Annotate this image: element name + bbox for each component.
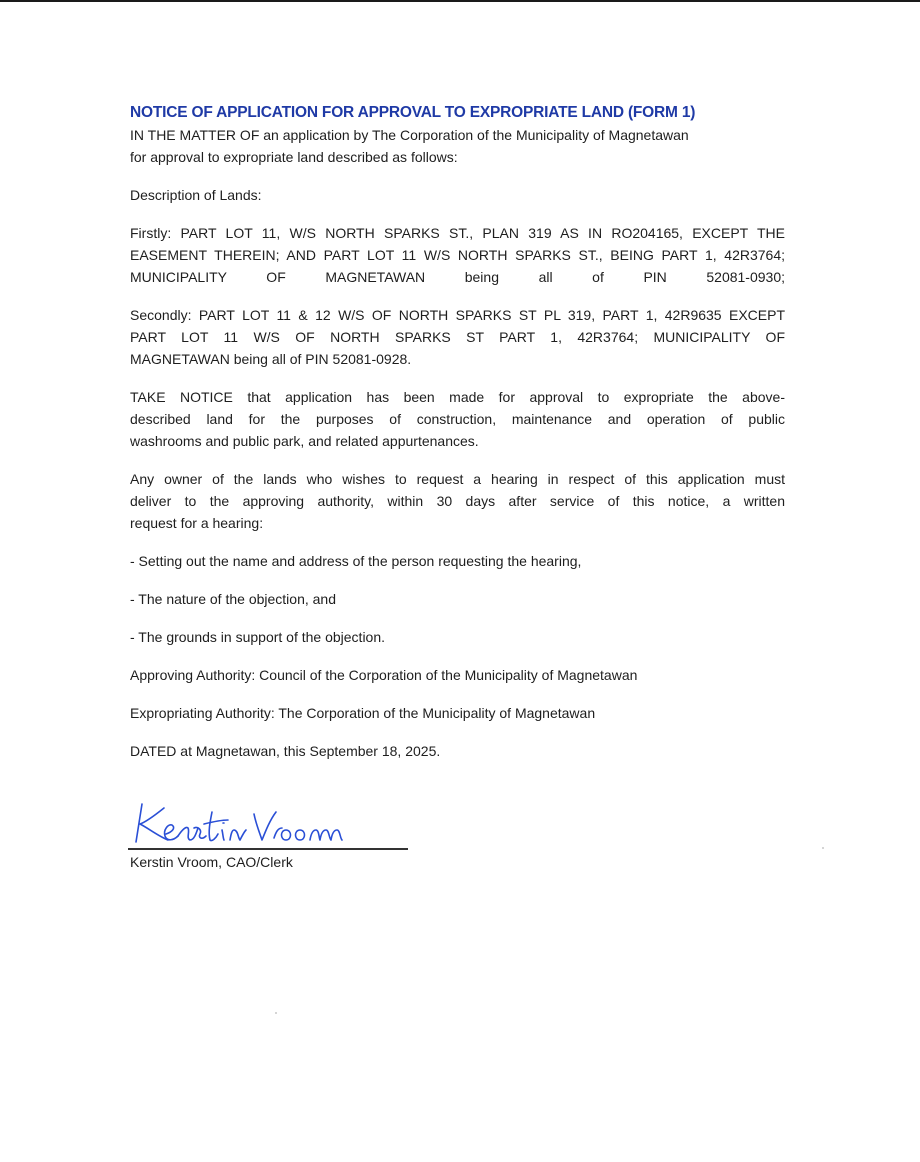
firstly-line: Firstly: PART LOT 11, W/S NORTH SPARKS ST., PLAN 319 AS IN RO204165, EXCEPT THE (130, 225, 785, 241)
handwritten-signature (128, 790, 358, 850)
owner-line: Any owner of the lands who wishes to request a hearing in respect of this application must (130, 471, 785, 487)
take-notice-line: TAKE NOTICE that application has been made for approval to expropriate the above- (130, 389, 785, 405)
signature-line (128, 848, 408, 850)
take-notice-line: washrooms and public park, and related appurtenances. (130, 433, 479, 449)
scan-speck (275, 1012, 277, 1014)
matter-line: IN THE MATTER OF an application by The Corporation of the Municipality of Magnetawan (130, 127, 689, 143)
expropriating-authority: Expropriating Authority: The Corporation of the Municipality of Magnetawan (130, 705, 596, 721)
hearing-requirement-1: - Setting out the name and address of the person requesting the hearing, (130, 553, 582, 569)
signatory-name: Kerstin Vroom, CAO/Clerk (130, 854, 293, 870)
signature-block (128, 790, 418, 870)
approving-authority: Approving Authority: Council of the Corporation of the Municipality of Magnetawan (130, 667, 638, 683)
owner-line: deliver to the approving authority, within 30 days after service of this notice, a written (130, 493, 785, 509)
notice-title: NOTICE OF APPLICATION FOR APPROVAL TO EXPROPRIATE LAND (FORM 1) (130, 104, 696, 121)
secondly-line: Secondly: PART LOT 11 & 12 W/S OF NORTH SPARKS ST PL 319, PART 1, 42R9635 EXCEPT (130, 307, 785, 323)
secondly-paragraph (130, 304, 785, 370)
scan-speck (822, 847, 824, 849)
matter-paragraph (130, 124, 785, 168)
hearing-requirement-3: - The grounds in support of the objection. (130, 629, 386, 645)
matter-line: for approval to expropriate land described as follows: (130, 149, 458, 165)
notice-body (130, 102, 785, 778)
firstly-paragraph (130, 222, 785, 288)
firstly-line: EASEMENT THEREIN; AND PART LOT 11 W/S NORTH SPARKS ST., BEING PART 1, 42R3764; (130, 247, 785, 263)
take-notice-line: described land for the purposes of construction, maintenance and operation of public (130, 411, 785, 427)
firstly-line: MUNICIPALITY OF MAGNETAWAN being all of PIN 52081-0930; (130, 269, 785, 285)
dated-line: DATED at Magnetawan, this September 18, 2025. (130, 743, 441, 759)
take-notice-paragraph (130, 386, 785, 452)
secondly-line: PART LOT 11 W/S OF NORTH SPARKS ST PART 1, 42R3764; MUNICIPALITY OF (130, 329, 785, 345)
owner-paragraph (130, 468, 785, 534)
secondly-line: MAGNETAWAN being all of PIN 52081-0928. (130, 351, 412, 367)
description-heading: Description of Lands: (130, 187, 262, 203)
owner-line: request for a hearing: (130, 515, 264, 531)
hearing-requirement-2: - The nature of the objection, and (130, 591, 336, 607)
